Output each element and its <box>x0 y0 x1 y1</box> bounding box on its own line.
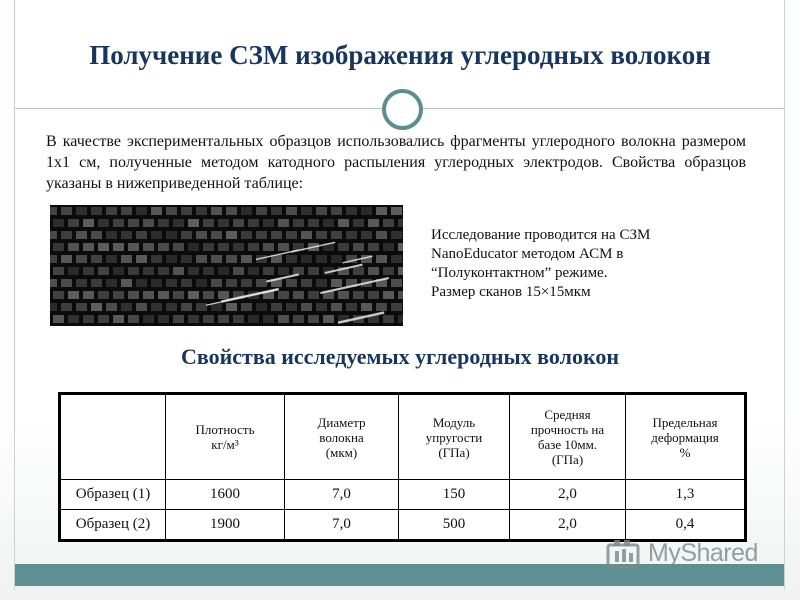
table-header-line: кг/м³ <box>211 437 239 452</box>
table-header-line: базе 10мм. <box>537 437 598 452</box>
table-header-line: упругости <box>425 429 483 445</box>
frame-right-border <box>784 0 785 590</box>
myshared-logo-icon <box>606 537 646 571</box>
table-header-cell <box>285 394 399 480</box>
divider-circle-ornament <box>382 89 423 130</box>
table-header-line: (ГПа) <box>551 452 584 467</box>
table-cell: 500 <box>399 510 510 541</box>
study-note-line: NanoEducator методом АСМ в <box>431 246 624 262</box>
study-note-line: Размер сканов 15×15мкм <box>431 284 591 300</box>
table-body <box>60 480 746 541</box>
slide-title: Получение СЗМ изображения углеродных волокон <box>89 40 711 70</box>
table-header-line: прочность на <box>530 422 605 437</box>
table-cell: 1600 <box>166 480 285 510</box>
table-header-line: деформация <box>651 429 719 445</box>
table-header-line: Диаметр <box>317 414 366 430</box>
table-header-line: Предельная <box>652 414 718 430</box>
table-cell: 0,4 <box>626 510 746 541</box>
table-cell: 1,3 <box>626 480 746 510</box>
carbon-fiber-weave-image <box>50 205 403 326</box>
table-cell: 150 <box>399 480 510 510</box>
table-cell: 7,0 <box>285 510 399 541</box>
table-header-line: Модуль <box>432 414 476 430</box>
carbon-fiber-photo <box>50 205 403 326</box>
table-header-line: Плотность <box>195 422 255 437</box>
table-header-cell <box>399 394 510 480</box>
table-cell: 7,0 <box>285 480 399 510</box>
table-cell: 1900 <box>166 510 285 541</box>
table-row <box>60 480 746 510</box>
table-heading: Свойства исследуемых углеродных волокон <box>180 344 620 369</box>
myshared-watermark <box>606 537 768 571</box>
table-header-cell <box>60 394 166 480</box>
table-header-cell <box>166 394 285 480</box>
row-label-cell: Образец (1) <box>60 480 166 510</box>
intro-paragraph: В качестве экспериментальных образцов использовались фрагменты углеродного волокна размером 1х1 см, полученные методом катодного распыления углеродных электродов. Свойства образцов указаны в нижеприведенной таблице: <box>46 133 746 192</box>
table-header-row <box>60 394 746 480</box>
fiber-properties-table <box>58 392 747 542</box>
study-note-line: Исследование проводится на СЗМ <box>431 227 651 243</box>
table-cell: 2,0 <box>510 510 626 541</box>
table-cell: 2,0 <box>510 480 626 510</box>
table-header-cell <box>510 394 626 480</box>
table-row <box>60 510 746 541</box>
study-note <box>431 226 731 302</box>
study-note-line: “Полуконтактном” режиме. <box>431 265 608 281</box>
table-header-line: волокна <box>319 429 364 445</box>
myshared-logo-text: MyShared <box>648 539 758 567</box>
table-header-cell <box>626 394 746 480</box>
table-header-line: (ГПа) <box>438 444 470 460</box>
table-header-line: % <box>679 444 691 460</box>
frame-left-border <box>14 0 15 590</box>
row-label-cell: Образец (2) <box>60 510 166 541</box>
table-header-line: (мкм) <box>325 444 358 460</box>
table-header-line: Средняя <box>544 407 591 422</box>
